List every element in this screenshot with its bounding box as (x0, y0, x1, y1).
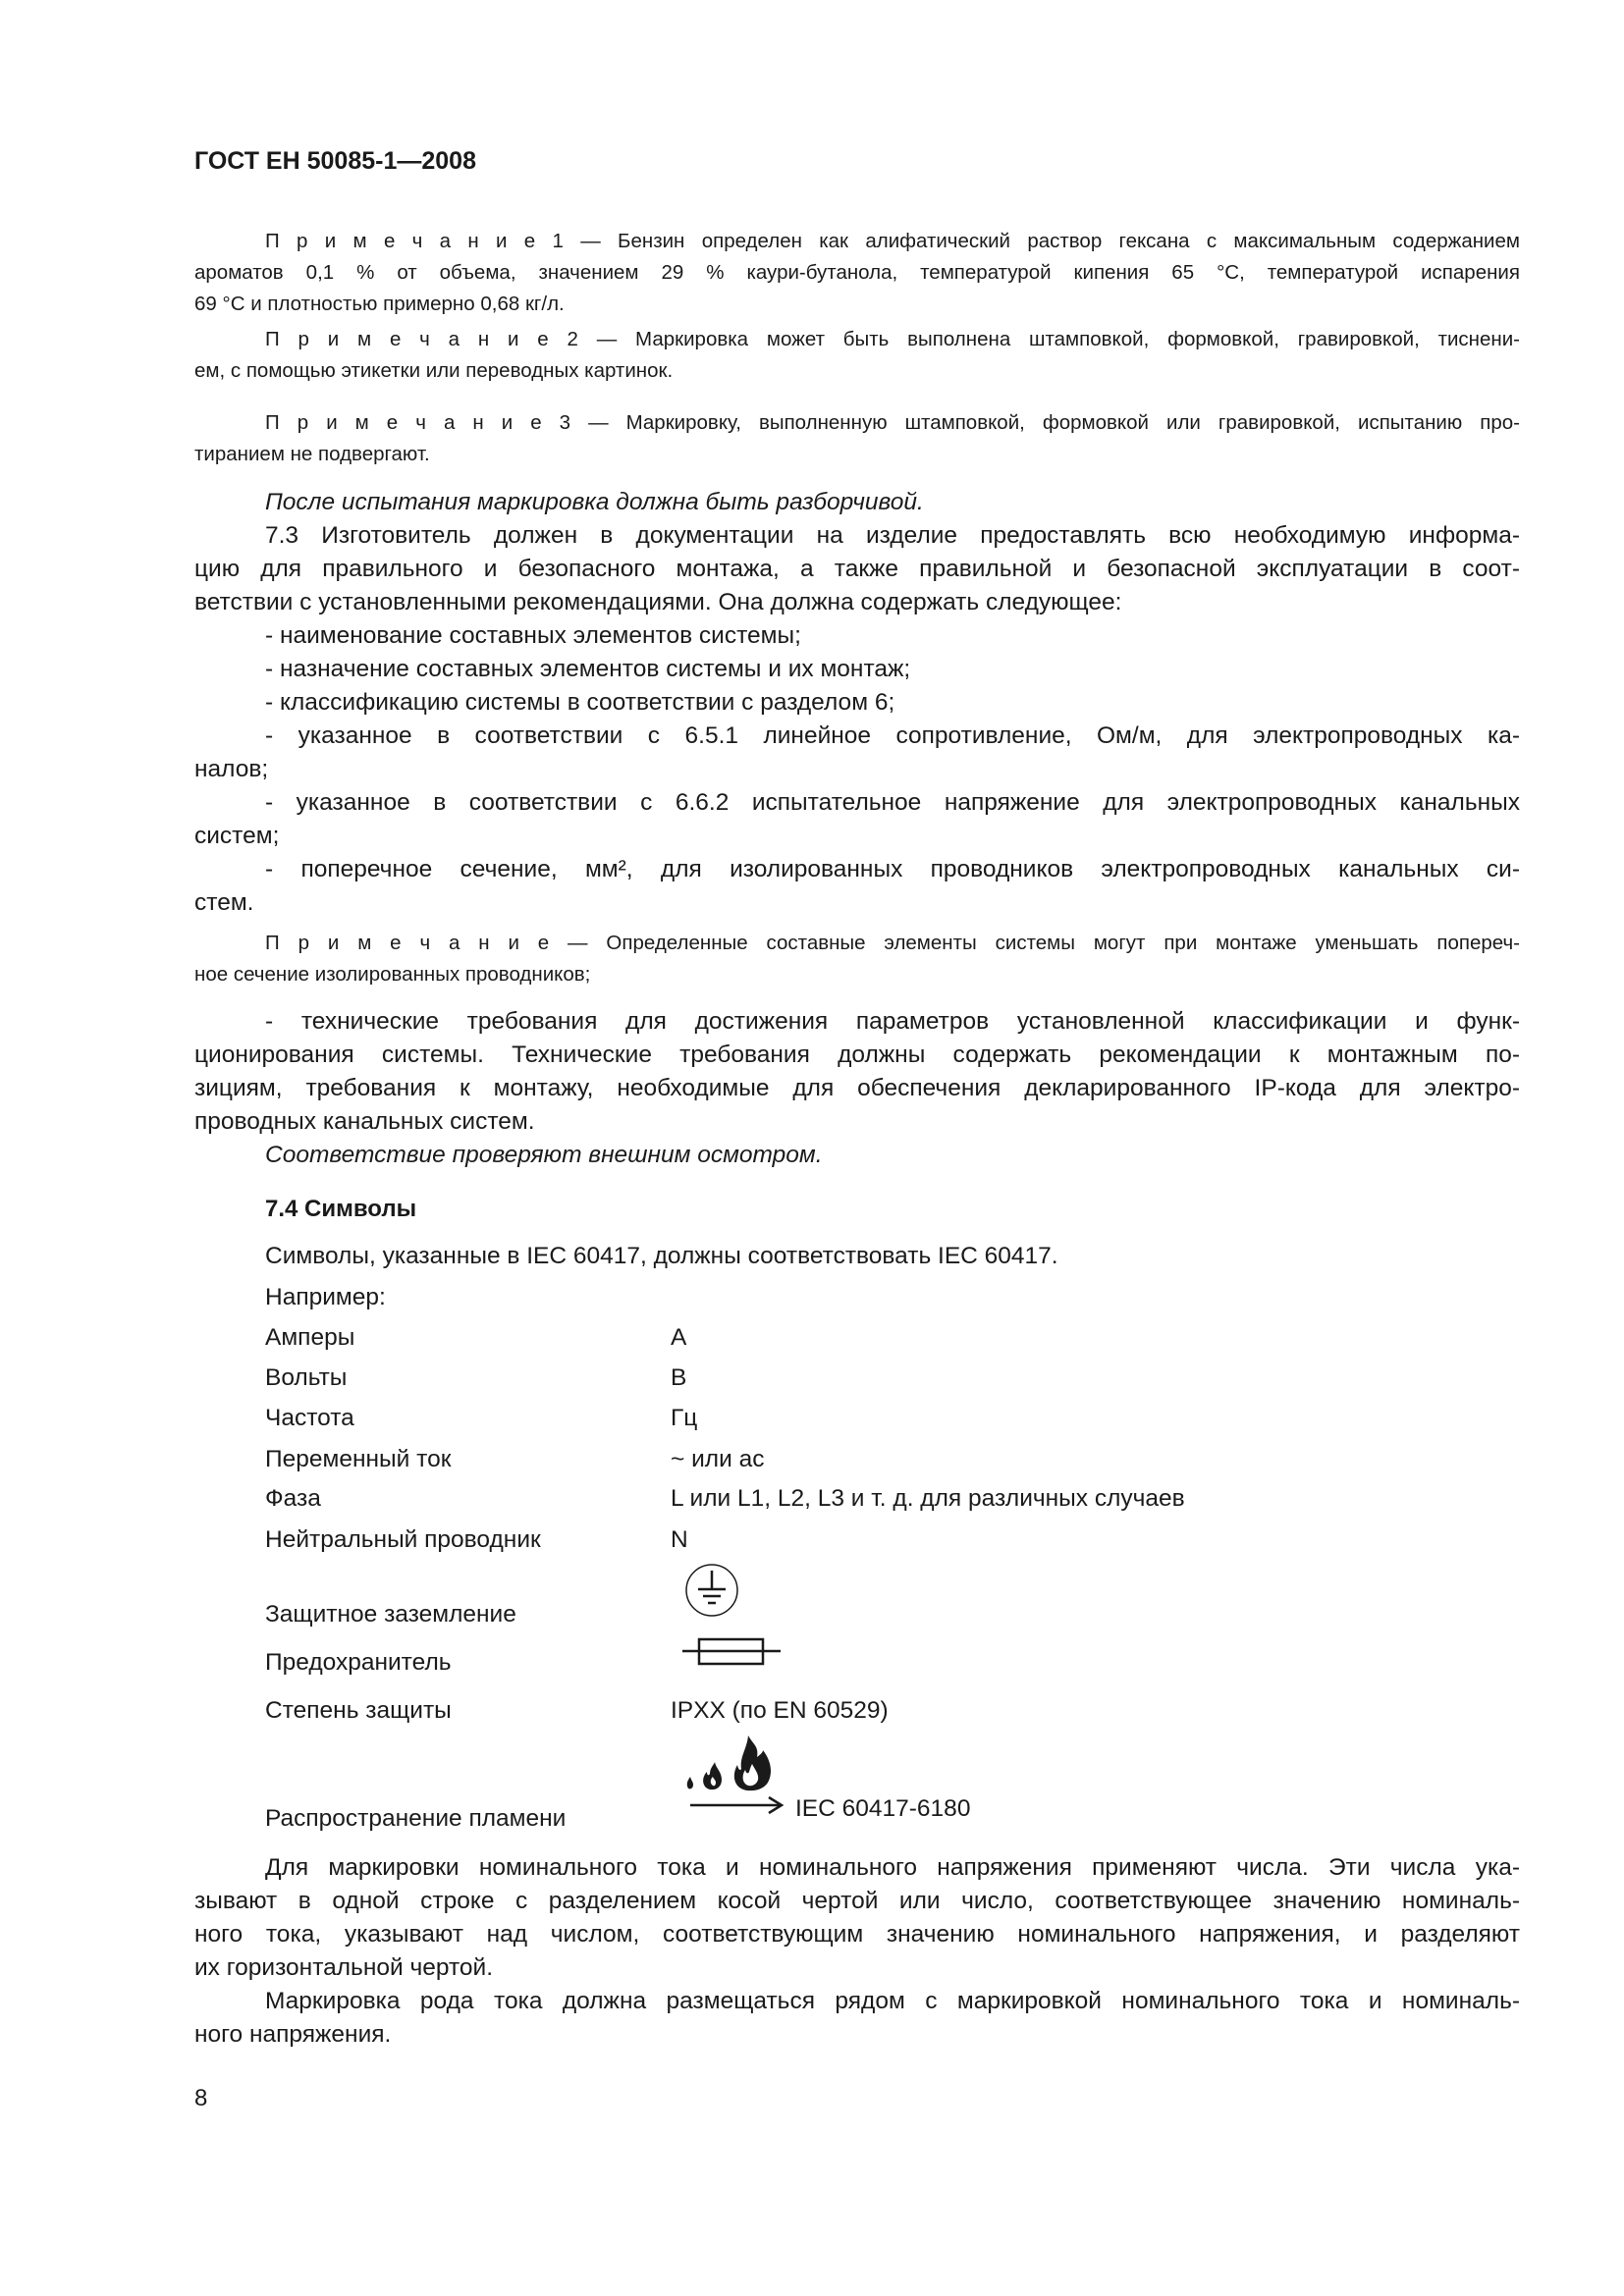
text-line: - классификацию системы в соответствии с разделом 6; (265, 689, 895, 716)
text-line: ароматов 0,1 % от объема, значением 29 % каури-бутанола, температурой кипения 65 °С, температурой испарения (194, 261, 1520, 284)
text-line: налов; (194, 756, 269, 782)
symbol-value-flame: IEC 60417-6180 (795, 1795, 971, 1822)
symbol-name: Фаза (265, 1485, 321, 1512)
symbol-name: Переменный ток (265, 1446, 452, 1472)
text-line: - технические требования для достижения параметров установленной классификации и функ- (265, 1008, 1520, 1035)
text-line: 69 °С и плотностью примерно 0,68 кг/л. (194, 293, 565, 315)
symbol-name-fuse: Предохранитель (265, 1649, 452, 1676)
text-line: П р и м е ч а н и е — Определенные составные элементы системы могут при монтаже уменьшать попереч- (265, 932, 1520, 954)
fuse-icon (682, 1634, 785, 1670)
text-line: Маркировка рода тока должна размещаться рядом с маркировкой номинального тока и номиналь- (265, 1988, 1520, 2014)
text-line: ветствии с установленными рекомендациями. Она должна содержать следующее: (194, 589, 1122, 615)
symbol-value: L или L1, L2, L3 и т. д. для различных случаев (671, 1485, 1185, 1512)
symbol-name-flame: Распространение пламени (265, 1805, 567, 1832)
text-line: - указанное в соответствии с 6.5.1 линейное сопротивление, Ом/м, для электропроводных ка- (265, 722, 1520, 749)
page-number: 8 (194, 2085, 208, 2111)
example-label: Например: (265, 1284, 386, 1310)
text-line: цию для правильного и безопасного монтажа, а также правильной и безопасной эксплуатации в соот- (194, 556, 1520, 582)
text-line: - наименование составных элементов системы; (265, 622, 801, 649)
text-line: П р и м е ч а н и е 1 — Бензин определен как алифатический раствор гексана с максимальным содержанием (265, 230, 1520, 252)
symbol-name: Нейтральный проводник (265, 1526, 541, 1553)
technical-requirements (194, 1005, 1520, 1172)
text-line: П р и м е ч а н и е 2 — Маркировка может быть выполнена штамповкой, формовкой, гравировкой, тиснени- (265, 328, 1520, 350)
text-line: зывают в одной строке с разделением косой чертой или число, соответствующее значению номиналь- (194, 1888, 1520, 1914)
symbol-name-protection: Степень защиты (265, 1697, 452, 1724)
text-line: П р и м е ч а н и е 3 — Маркировку, выполненную штамповкой, формовкой или гравировкой, испытанию про- (265, 411, 1520, 434)
text-line: ционирования системы. Технические требования должны содержать рекомендации к монтажным по- (194, 1041, 1520, 1068)
note-4 (194, 928, 1520, 990)
text-line: Соответствие проверяют внешним осмотром. (265, 1142, 823, 1168)
symbol-name: Частота (265, 1405, 354, 1431)
text-line: систем; (194, 823, 280, 849)
text-line: ного тока, указывают над числом, соответствующим значению номинального напряжения, и разделяют (194, 1921, 1520, 1948)
section-7-4-title: 7.4 Символы (265, 1196, 417, 1222)
text-line: ного напряжения. (194, 2021, 392, 2048)
text-line: - поперечное сечение, мм², для изолированных проводников электропроводных канальных си- (265, 856, 1520, 882)
text-line: зициям, требования к монтажу, необходимые для обеспечения декларированного IP-кода для электро- (194, 1075, 1520, 1101)
text-line: Для маркировки номинального тока и номинального напряжения применяют числа. Эти числа ука- (265, 1854, 1520, 1881)
text-line: ное сечение изолированных проводников; (194, 963, 591, 986)
text-line: тиранием не подвергают. (194, 443, 430, 465)
text-line: - указанное в соответствии с 6.6.2 испытательное напряжение для электропроводных канальных (265, 789, 1520, 816)
marking-paragraph (194, 1851, 1520, 2052)
symbol-name: Амперы (265, 1324, 355, 1351)
section-7-4-intro: Символы, указанные в IEC 60417, должны соответствовать IEC 60417. (265, 1243, 1058, 1269)
symbol-name-earth: Защитное заземление (265, 1601, 516, 1628)
text-line: 7.3 Изготовитель должен в документации на изделие предоставлять всю необходимую информа- (265, 522, 1520, 549)
text-line: проводных канальных систем. (194, 1108, 535, 1135)
text-line: - назначение составных элементов системы и их монтаж; (265, 656, 911, 682)
symbol-value: N (671, 1526, 688, 1553)
text-line: их горизонтальной чертой. (194, 1954, 494, 1981)
text-line: ем, с помощью этикетки или переводных картинок. (194, 359, 674, 382)
clause-7-3 (194, 486, 1520, 920)
note-1 (194, 226, 1520, 320)
text-line: После испытания маркировка должна быть разборчивой. (265, 489, 924, 515)
symbol-value-protection: IPXX (по EN 60529) (671, 1697, 889, 1724)
symbol-value: ~ или ас (671, 1446, 765, 1472)
protective-earth-icon (682, 1561, 741, 1620)
symbol-value: Гц (671, 1405, 698, 1431)
text-line: стем. (194, 889, 254, 916)
flame-spread-icon (682, 1733, 790, 1821)
note-3 (194, 407, 1520, 470)
symbol-value: А (671, 1324, 687, 1351)
document-header: ГОСТ ЕН 50085-1—2008 (194, 147, 476, 175)
symbol-value: В (671, 1364, 687, 1391)
note-2 (194, 324, 1520, 387)
symbol-name: Вольты (265, 1364, 348, 1391)
